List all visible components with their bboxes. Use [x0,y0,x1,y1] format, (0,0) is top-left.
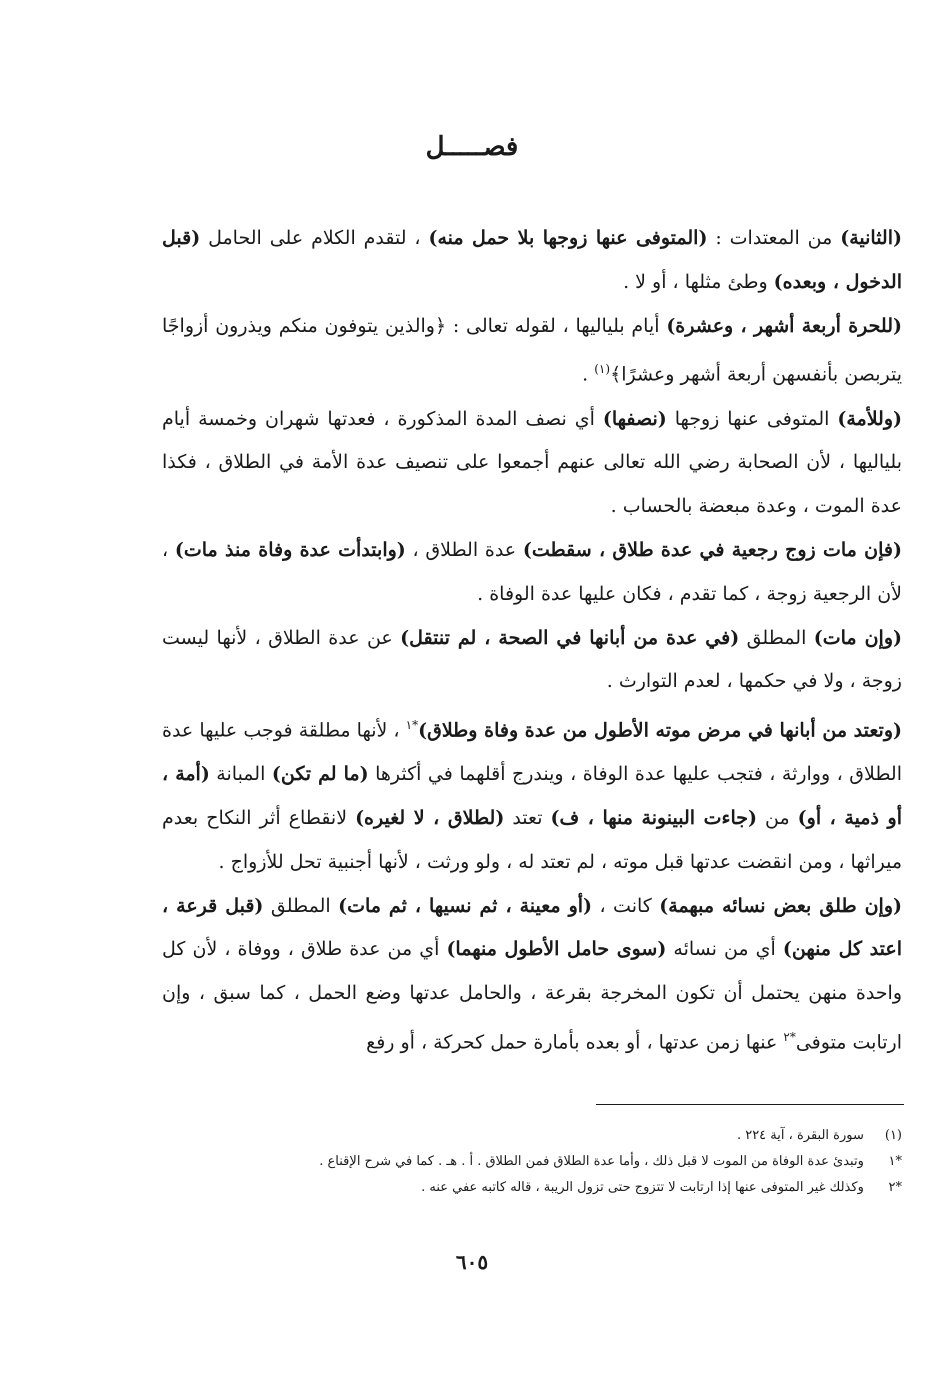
main-text [162,217,902,1065]
sharh-text: المبانة [209,763,272,786]
sharh-text: لانقطاع أثر النكاح بعدم ميراثها ، ومن انقضت عدتها قبل موته ، لم تعتد له ، ولو ورثت ، لأنها أجنبية تحل للأزواج . [162,807,902,873]
footnotes [162,1123,902,1201]
body-paragraph [162,704,902,885]
matn-text: (وإن مات) [813,626,902,649]
body-paragraph [162,217,902,305]
sharh-text: تعتد [504,807,551,830]
matn-text: (وتعتد من أبانها في مرض موته الأطول من عدة وفاة وطلاق) [418,719,902,742]
body-paragraph [162,398,902,529]
footnote-item [162,1149,902,1175]
sharh-text: كانت ، [592,894,660,917]
matn-text: (للحرة أربعة أشهر ، وعشرة) [666,314,902,337]
matn-text: (أمة ، أو ذمية ، أو) [162,763,902,830]
body-paragraph [162,885,902,1066]
matn-text: (سوى حامل الأطول منهما) [446,938,667,961]
sharh-text: أي من نسائه [666,938,783,961]
footnote-item [162,1123,902,1149]
body-paragraph [162,529,902,617]
page-number: ٦٠٥ [455,1250,489,1274]
footnote-text: وكذلك غير المتوفى عنها إذا ارتابت لا تتزوج حتى تزول الريبة ، قاله كاتبه عفي عنه . [421,1180,864,1195]
sharh-text: من المعتدات : [707,227,841,249]
matn-text: (قبل الدخول ، وبعده) [162,227,902,293]
footnote-marker: (١) [884,1128,902,1143]
matn-text: (المتوفى عنها زوجها بلا حمل منه) [428,227,708,249]
footnote-marker: *١ [888,1154,902,1169]
matn-text: (ما لم تكن) [271,763,369,786]
matn-text: (جاءت البينونة منها ، ف) [550,807,757,830]
footnote-text: وتبدئ عدة الوفاة من الموت لا قبل ذلك ، وأما عدة الطلاق فمن الطلاق . أ . هـ . كما في شرح الإقناع . [319,1154,864,1169]
sharh-text: ، لأنها مطلقة فوجب عليها عدة الطلاق ، ووارثة ، فتجب عليها عدة الوفاة ، ويندرج أقلهما في أكثرها [162,719,902,786]
sharh-text: عدة الطلاق ، [405,538,523,561]
matn-text: (قبل قرعة ، اعتد كل منهن) [162,894,903,961]
sharh-text: المطلق [739,626,814,649]
matn-text: (نصفها) [602,407,667,430]
body-paragraph [162,617,902,705]
matn-text: (وللأمة) [837,407,902,430]
sharh-text: المتوفى عنها زوجها [666,407,838,430]
sharh-text: عنها زمن عدتها ، أو بعده بأمارة حمل كحركة ، أو رفع [366,1031,784,1054]
section-heading: فصـــــل [425,132,519,162]
footnote-reference: (١) [594,362,611,377]
sharh-text: المطلق [263,894,339,917]
sharh-text: عن عدة الطلاق ، لأنها ليست زوجة ، ولا في حكمها ، لعدم التوارث . [162,626,902,693]
footnote-item [162,1175,902,1201]
matn-text: (وإن طلق بعض نسائه مبهمة) [659,894,902,917]
sharh-text: أي نصف المدة المذكورة ، فعدتها شهران وخمسة أيام بلياليها ، لأن الصحابة رضي الله تعالى عنهم أجمعوا على تنصيف عدة الأمة في الطلاق ، فكذا عدة الموت ، وعدة مبعضة بالحساب . [162,407,902,518]
matn-text: (الثانية) [840,227,902,249]
body-paragraph [162,305,902,398]
sharh-text: ، لأن الرجعية زوجة ، كما تقدم ، فكان عليها عدة الوفاة . [162,538,902,605]
sharh-text: أيام بلياليها ، لقوله تعالى : ﴿والذين يتوفون منكم ويذرون أزواجًا يتربصن بأنفسهن أربعة أشهر وعشرًا﴾ [162,314,902,386]
matn-text: (لطلاق ، لا لغيره) [355,807,505,830]
matn-text: (فإن مات زوج رجعية في عدة طلاق ، سقطت) [522,538,902,561]
footnote-marker: *٢ [888,1180,902,1195]
footnote-reference: *٢ [783,1030,796,1044]
sharh-text: وطئ مثلها ، أو لا . [623,270,774,293]
sharh-text: أي من عدة طلاق ، ووفاة ، لأن كل واحدة منهن يحتمل أن تكون المخرجة بقرعة ، والحامل عدتها وضع الحمل ، كما سبق ، وإن ارتابت متوفى [162,938,902,1054]
matn-text: (أو معينة ، ثم نسيها ، ثم مات) [338,894,593,917]
matn-text: (وابتدأت عدة وفاة منذ مات) [174,538,406,561]
matn-text: (في عدة من أبانها في الصحة ، لم تنتقل) [400,626,740,649]
sharh-text: . [582,363,595,386]
footnote-divider [596,1104,904,1105]
footnote-text: سورة البقرة ، آية ٢٢٤ . [736,1128,864,1143]
footnote-reference: *١ [405,718,419,733]
sharh-text: ، لتقدم الكلام على الحامل [200,227,429,249]
sharh-text: من [757,807,798,830]
